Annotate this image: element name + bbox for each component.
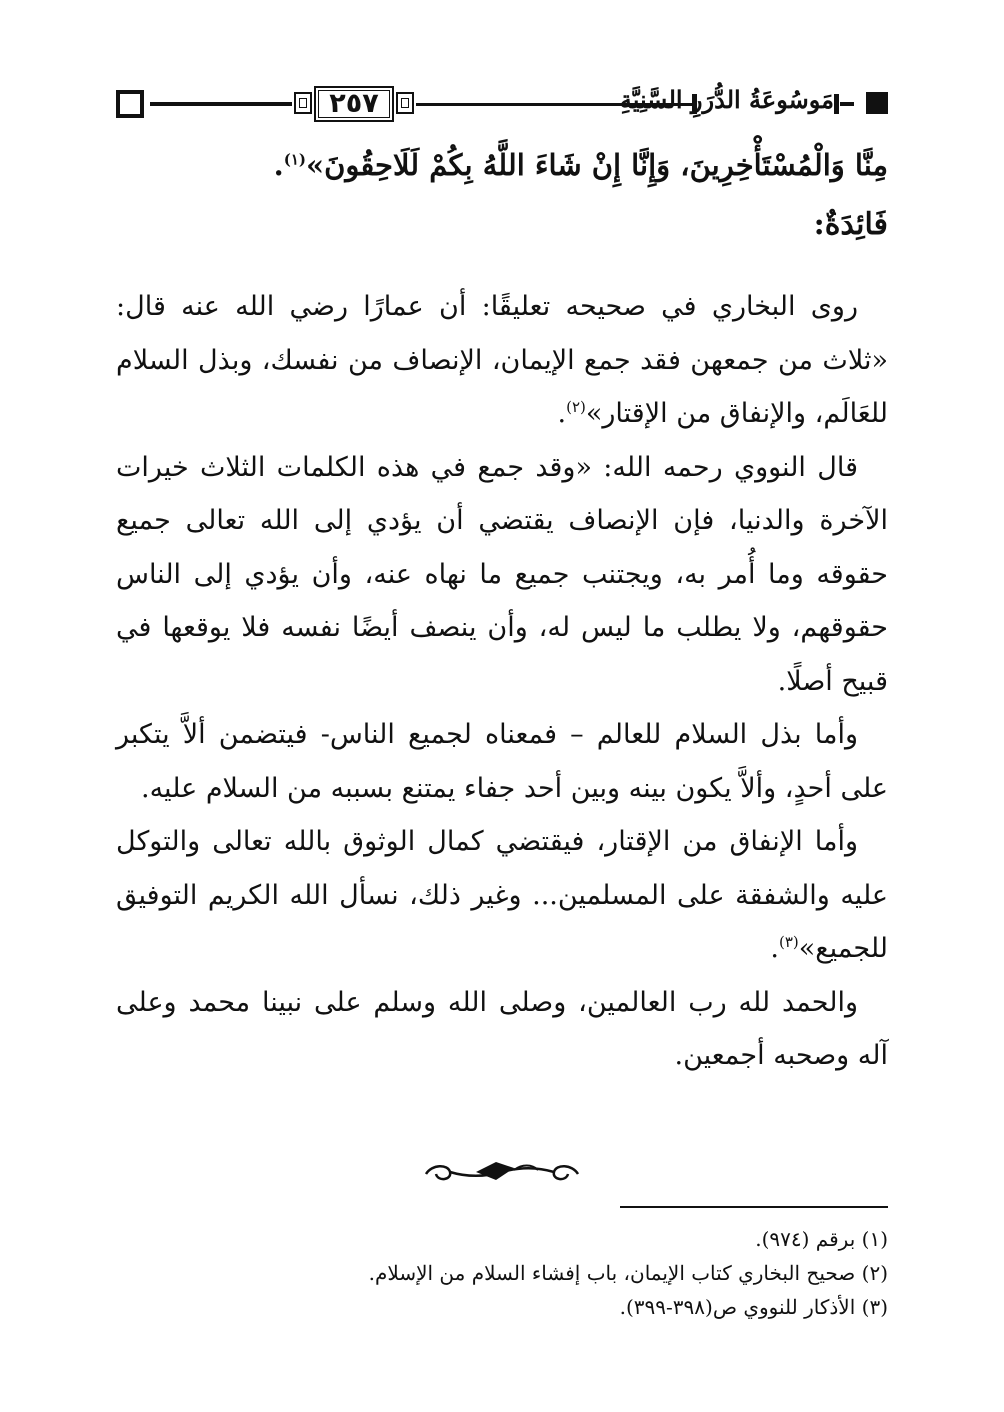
header-rule-left bbox=[150, 102, 292, 106]
footnotes bbox=[188, 1222, 888, 1324]
end-ornament-icon bbox=[418, 1152, 586, 1192]
header-bar-tick bbox=[834, 94, 839, 114]
page-header bbox=[116, 82, 888, 128]
paragraph-nawawi: قال النووي رحمه الله: «وقد جمع في هذه الكلمات الثلاث خيرات الآخرة والدنيا، فإن الإنصاف يقتضي أن يؤدي إلى الله تعالى جميع حقوقه وما أُمر به، ويجتنب جميع ما نهاه عنه، وأن يؤدي إلى الناس حقوقهم، ولا يطلب ما ليس له، وأن ينصف أيضًا نفسه فلا يوقعها في قبيح أصلًا. bbox=[116, 451, 888, 697]
page-body bbox=[116, 140, 888, 1083]
footnote-3: (٣) الأذكار للنووي ص(٣٩٨-٣٩٩). bbox=[619, 1295, 888, 1319]
frame-knot-right bbox=[396, 92, 414, 114]
hadith-continuation-end: . bbox=[273, 148, 284, 182]
hadith-continuation-text: مِنَّا وَالْمُسْتَأْخِرِينَ، وَإِنَّا إِنْ شَاءَ اللَّهُ بِكُمْ لَلَاحِقُونَ» bbox=[305, 148, 888, 182]
paragraph-salam: وأما بذل السلام للعالم – فمعناه لجميع الناس- فيتضمن ألاَّ يتكبر على أحدٍ، وألاَّ يكون بينه وبين أحد جفاء يمتنع بسببه من السلام عليه. bbox=[116, 719, 888, 804]
paragraph-bukhari-text: روى البخاري في صحيحه تعليقًا: أن عمارًا رضي الله عنه قال: «ثلاث من جمعهن فقد جمع الإيمان، الإنصاف من نفسك، وبذل السلام للعَالَم، والإنفاق من الإقتار» bbox=[116, 291, 888, 429]
running-title: مَوسُوعَةُ الدُّرَرِ السَّنِيَّةِ bbox=[619, 85, 834, 114]
paragraph-infaq-end: . bbox=[770, 933, 779, 964]
footnote-2: (٢) صحيح البخاري كتاب الإيمان، باب إفشاء السلام من الإسلام. bbox=[368, 1261, 888, 1285]
header-rule-right bbox=[840, 102, 854, 106]
hadith-continuation bbox=[116, 140, 888, 190]
section-heading: فَائِدَةٌ: bbox=[813, 207, 888, 242]
footnote-ref-1: (١) bbox=[283, 150, 306, 169]
paragraph-closing: والحمد لله رب العالمين، وصلى الله وسلم على نبينا محمد وعلى آله وصحبه أجمعين. bbox=[116, 986, 888, 1071]
paragraph-bukhari-end: . bbox=[557, 398, 567, 429]
page-number-frame bbox=[292, 82, 416, 126]
footnote-ref-2: (٢) bbox=[566, 398, 586, 416]
paragraph-bukhari bbox=[116, 280, 888, 441]
header-end-square-outline bbox=[116, 90, 144, 118]
page-number: ٢٥٧ bbox=[329, 88, 379, 119]
footnote-ref-3: (٣) bbox=[778, 933, 799, 951]
paragraph-infaq bbox=[116, 815, 888, 976]
paragraph-infaq-text: وأما الإنفاق من الإقتار، فيقتضي كمال الوثوق بالله تعالى والتوكل عليه والشفقة على المسلمين... وغير ذلك، نسأل الله الكريم التوفيق للجميع» bbox=[116, 826, 888, 964]
header-end-square-filled bbox=[866, 92, 888, 114]
frame-knot-left bbox=[294, 92, 312, 114]
footnote-1: (١) برقم (٩٧٤). bbox=[755, 1227, 888, 1251]
footnote-divider bbox=[620, 1206, 888, 1208]
